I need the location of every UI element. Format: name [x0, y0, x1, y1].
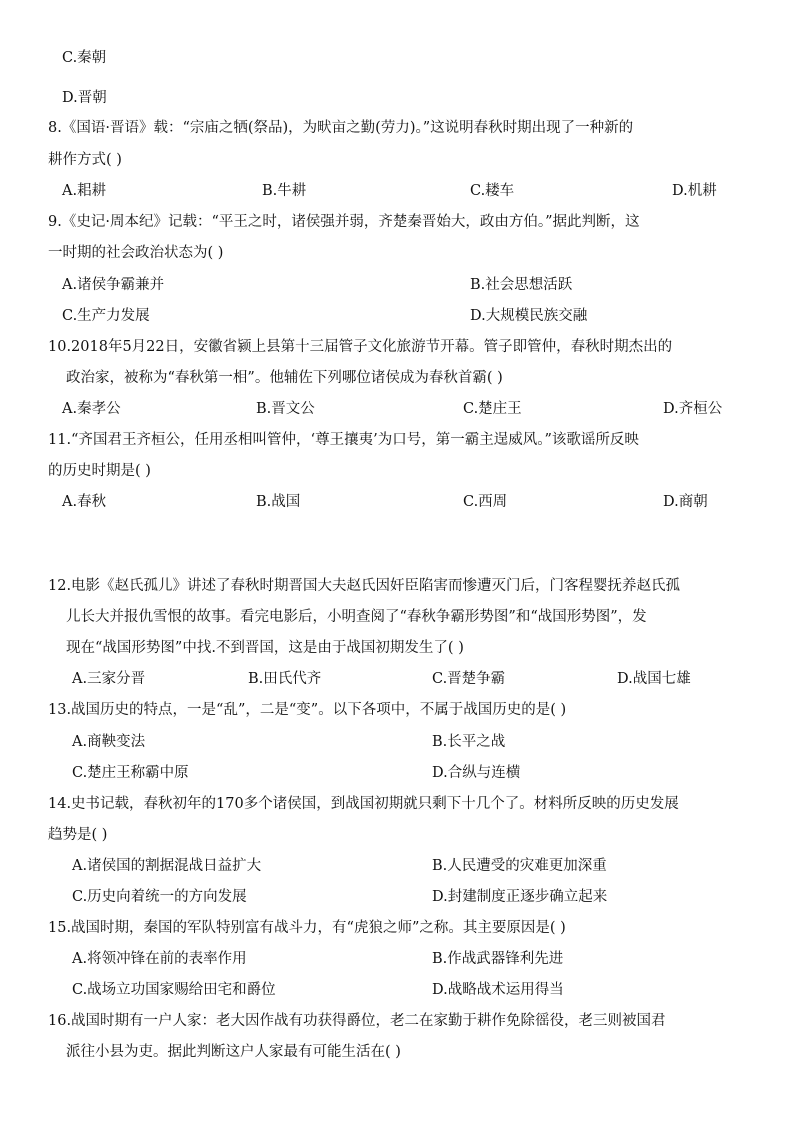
q10-option-d: D.齐桓公 — [663, 401, 723, 417]
q7-option-d: D.晋朝 — [62, 90, 107, 106]
q14-option-d: D.封建制度正逐步确立起来 — [432, 889, 608, 905]
q10-stem-line2: 政治家，被称为“春秋第一相”。他辅佐下列哪位诸侯成为春秋首霸( ) — [66, 370, 503, 386]
q11-option-a: A.春秋 — [62, 494, 107, 510]
q8-stem-line1: 8.《国语·晋语》载：“宗庙之牺(祭品)，为畎亩之勤(劳力)。”这说明春秋时期出现了一种新的 — [48, 120, 634, 136]
q14-stem-line2: 趋势是( ) — [48, 827, 108, 843]
q9-stem-line1: 9.《史记·周本纪》记载：“平王之时，诸侯强并弱，齐楚秦晋始大，政由方伯。”据此判断，这 — [48, 214, 640, 230]
q12-stem-line1: 12.电影《赵氏孤儿》讲述了春秋时期晋国大夫赵氏因奸臣陷害而惨遭灭门后，门客程婴抚养赵氏孤 — [48, 578, 681, 594]
q14-option-a: A.诸侯国的割据混战日益扩大 — [72, 858, 262, 874]
q8-option-b: B.牛耕 — [262, 183, 307, 199]
q13-stem-line1: 13.战国历史的特点，一是“乱”，二是“变”。以下各项中，不属于战国历史的是( ) — [48, 702, 567, 718]
q12-stem-line2: 儿长大并报仇雪恨的故事。看完电影后，小明查阅了“春秋争霸形势图”和“战国形势图”，发 — [66, 609, 647, 625]
q11-stem-line1: 11.“齐国君王齐桓公，任用丞相叫管仲，‘尊王攘夷’为口号，第一霸主逞威风。”该歌谣所反映 — [48, 432, 639, 448]
q16-stem-line1: 16.战国时期有一户人家：老大因作战有功获得爵位，老二在家勤于耕作免除徭役，老三则被国君 — [48, 1013, 666, 1029]
q14-option-c: C.历史向着统一的方向发展 — [72, 889, 247, 905]
q8-option-a: A.耜耕 — [62, 183, 107, 199]
q13-option-a: A.商鞅变法 — [72, 734, 146, 750]
q12-option-b: B.田氏代齐 — [248, 671, 322, 687]
q15-option-b: B.作战武器锋利先进 — [432, 951, 564, 967]
q10-stem-line1: 10.2018年5月22日，安徽省颍上县第十三届管子文化旅游节开幕。管子即管仲，春秋时期杰出的 — [48, 339, 673, 355]
q9-option-d: D.大规模民族交融 — [470, 308, 588, 324]
q14-option-b: B.人民遭受的灾难更加深重 — [432, 858, 607, 874]
q9-stem-line2: 一时期的社会政治状态为( ) — [48, 245, 224, 261]
q12-option-c: C.晋楚争霸 — [432, 671, 506, 687]
q10-option-b: B.晋文公 — [256, 401, 315, 417]
q12-option-a: A.三家分晋 — [72, 671, 146, 687]
q11-option-b: B.战国 — [256, 494, 301, 510]
q14-stem-line1: 14.史书记载，春秋初年的170多个诸侯国，到战国初期就只剩下十几个了。材料所反映的历史发展 — [48, 796, 679, 812]
q12-stem-line3: 现在“战国形势图”中找.不到晋国，这是由于战国初期发生了( ) — [66, 640, 464, 656]
q8-option-c: C.耧车 — [470, 183, 515, 199]
q10-option-c: C.楚庄王 — [463, 401, 522, 417]
q11-option-d: D.商朝 — [663, 494, 708, 510]
q13-option-b: B.长平之战 — [432, 734, 506, 750]
q10-option-a: A.秦孝公 — [62, 401, 121, 417]
q13-option-d: D.合纵与连横 — [432, 765, 521, 781]
q13-option-c: C.楚庄王称霸中原 — [72, 765, 189, 781]
q15-option-a: A.将领冲锋在前的表率作用 — [72, 951, 247, 967]
q12-option-d: D.战国七雄 — [617, 671, 691, 687]
q9-option-b: B.社会思想活跃 — [470, 277, 573, 293]
q9-option-c: C.生产力发展 — [62, 308, 150, 324]
q8-option-d: D.机耕 — [672, 183, 717, 199]
q11-stem-line2: 的历史时期是( ) — [48, 463, 151, 479]
q11-option-c: C.西周 — [463, 494, 508, 510]
q16-stem-line2: 派往小县为吏。据此判断这户人家最有可能生活在( ) — [66, 1044, 401, 1060]
q15-stem-line1: 15.战国时期，秦国的军队特别富有战斗力，有“虎狼之师”之称。其主要原因是( ) — [48, 920, 566, 936]
q8-stem-line2: 耕作方式( ) — [48, 152, 122, 168]
q9-option-a: A.诸侯争霸兼并 — [62, 277, 165, 293]
q15-option-c: C.战场立功国家赐给田宅和爵位 — [72, 982, 276, 998]
q15-option-d: D.战略战术运用得当 — [432, 982, 564, 998]
q7-option-c: C.秦朝 — [62, 50, 107, 66]
